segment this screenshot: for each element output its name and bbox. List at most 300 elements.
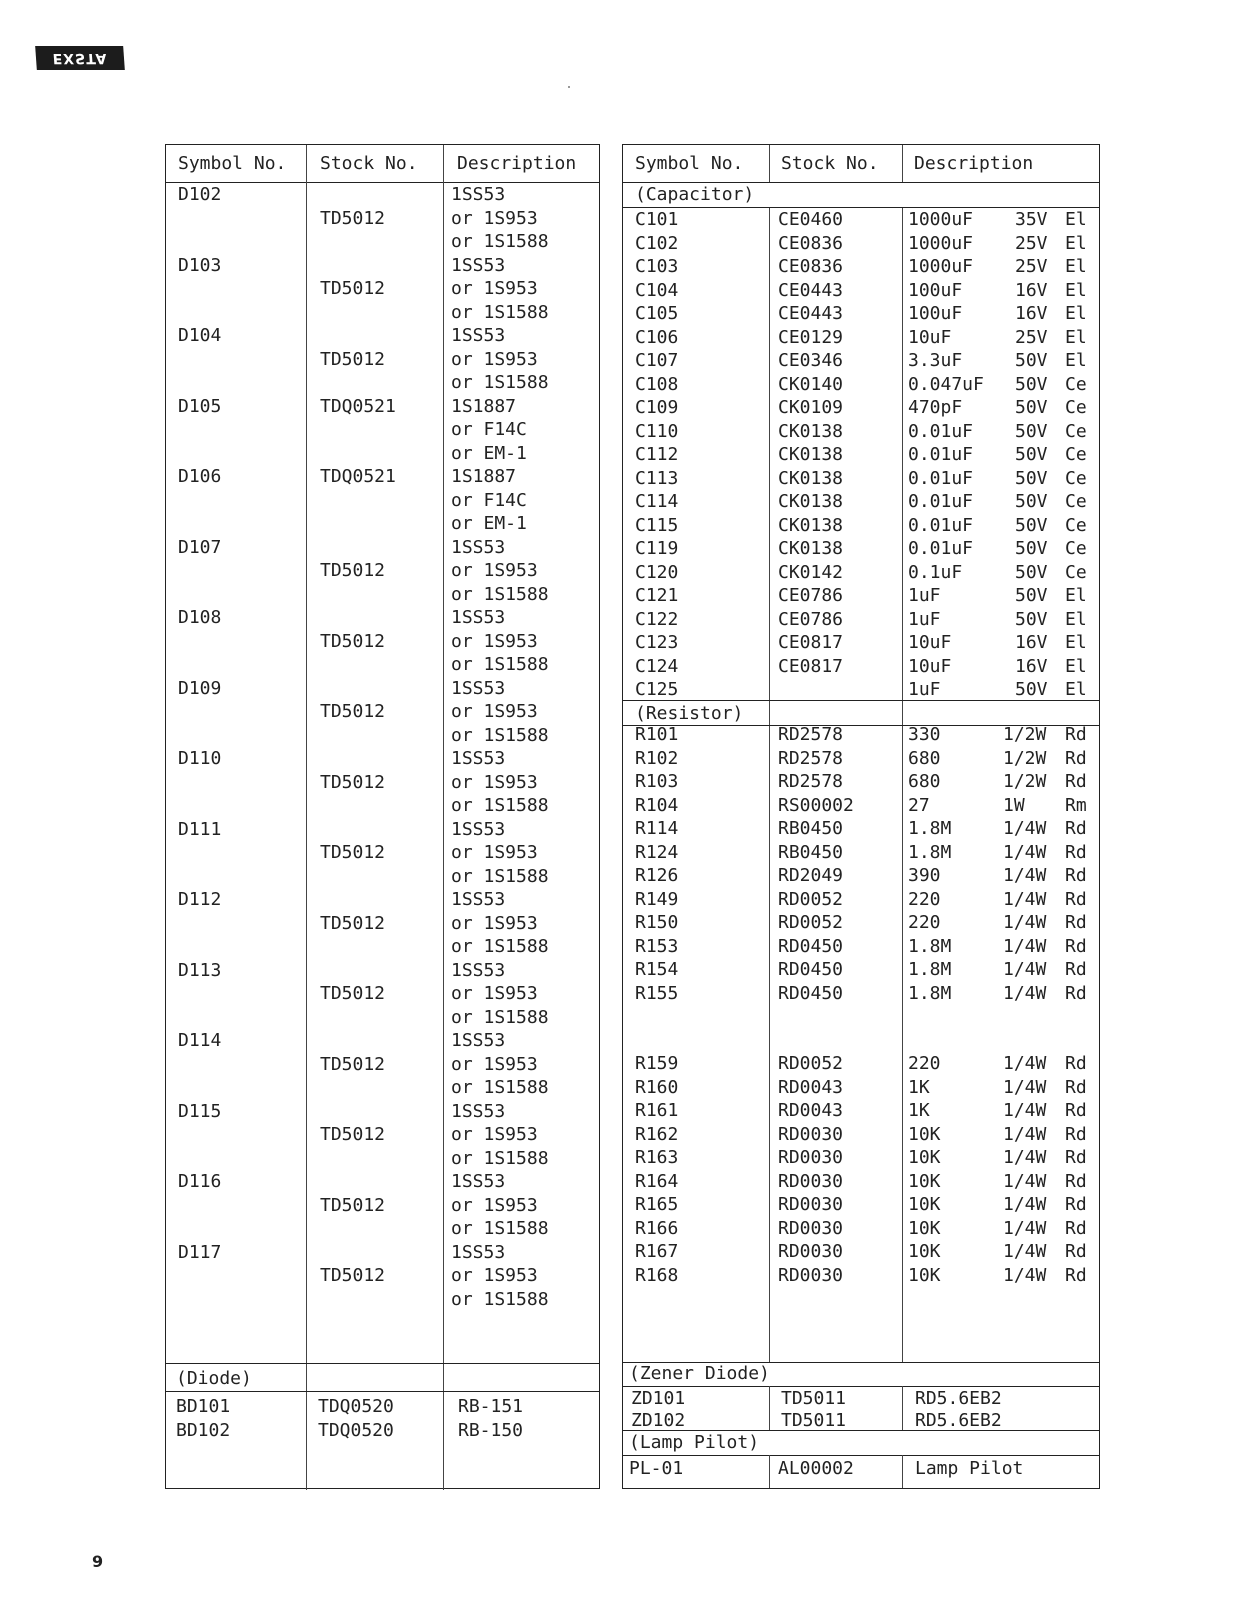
table-row bbox=[623, 1387, 1099, 1411]
table-row bbox=[623, 537, 1099, 561]
cell: Rd bbox=[1065, 1194, 1087, 1215]
table-row bbox=[166, 1419, 599, 1443]
cell: or 1S1588 bbox=[451, 301, 549, 323]
table-row bbox=[623, 420, 1099, 444]
cell: R114 bbox=[635, 818, 679, 839]
cell: 1/4W bbox=[1003, 935, 1047, 957]
cell: RD0030 bbox=[778, 1147, 844, 1168]
table-row bbox=[166, 865, 599, 889]
cell: or 1S953 bbox=[451, 1194, 538, 1216]
cell: D115 bbox=[178, 1100, 222, 1122]
cell: D104 bbox=[178, 325, 222, 346]
cell: D116 bbox=[178, 1171, 222, 1192]
cell: C115 bbox=[635, 514, 679, 536]
cell: R104 bbox=[635, 794, 679, 816]
cell: RD0030 bbox=[778, 1241, 844, 1262]
cell: Ce bbox=[1065, 514, 1087, 536]
cell: Rd bbox=[1065, 1147, 1087, 1168]
cell: 100uF bbox=[908, 303, 963, 324]
cell: RD2578 bbox=[778, 724, 844, 745]
table-row bbox=[166, 207, 599, 231]
cell: 1SS53 bbox=[451, 254, 506, 276]
cell: CK0142 bbox=[778, 561, 844, 583]
table-row bbox=[166, 982, 599, 1006]
cell: Rm bbox=[1065, 794, 1087, 816]
cell: 1uF bbox=[908, 608, 941, 630]
cell: 1SS53 bbox=[451, 748, 506, 769]
table-row bbox=[623, 1170, 1099, 1194]
cell: or 1S1588 bbox=[451, 936, 549, 957]
cell: 220 bbox=[908, 912, 941, 933]
cell: Rd bbox=[1065, 935, 1087, 957]
cell: CK0138 bbox=[778, 444, 844, 465]
table-row bbox=[623, 1076, 1099, 1100]
cell: 1/4W bbox=[1003, 1241, 1047, 1262]
cell: 1/4W bbox=[1003, 1076, 1047, 1098]
cell: BD102 bbox=[176, 1419, 231, 1441]
table-row bbox=[166, 771, 599, 795]
cell: or F14C bbox=[451, 489, 527, 511]
table-row bbox=[166, 841, 599, 865]
cell: Rd bbox=[1065, 1076, 1087, 1098]
cell: 220 bbox=[908, 888, 941, 910]
cell: or 1S1588 bbox=[451, 724, 549, 746]
cell: RD0030 bbox=[778, 1194, 844, 1215]
table-row bbox=[166, 1053, 599, 1077]
cell: Rd bbox=[1065, 982, 1087, 1004]
table-row bbox=[623, 1123, 1099, 1147]
cell: RD2578 bbox=[778, 771, 844, 792]
table-row bbox=[623, 864, 1099, 888]
section-divider bbox=[166, 1391, 599, 1392]
cell: C121 bbox=[635, 585, 679, 606]
cell: 0.01uF bbox=[908, 491, 974, 512]
cell: TD5012 bbox=[320, 1053, 386, 1075]
table-row bbox=[166, 606, 599, 630]
cell: 10uF bbox=[908, 632, 952, 653]
cell: 10uF bbox=[908, 655, 952, 677]
section-divider bbox=[623, 1455, 1099, 1456]
cell: 1/4W bbox=[1003, 1194, 1047, 1215]
cell: or 1S1588 bbox=[451, 1288, 549, 1310]
table-row bbox=[623, 232, 1099, 256]
cell: 1SS53 bbox=[451, 1171, 506, 1192]
table-row bbox=[623, 396, 1099, 420]
cell: RD0052 bbox=[778, 912, 844, 933]
cell: 1SS53 bbox=[451, 184, 506, 205]
cell: R164 bbox=[635, 1170, 679, 1192]
cell: 10K bbox=[908, 1147, 941, 1168]
cell: Rd bbox=[1065, 1170, 1087, 1192]
cell: RD0043 bbox=[778, 1100, 844, 1121]
table-row bbox=[623, 443, 1099, 467]
cell: 1/4W bbox=[1003, 841, 1047, 863]
table-row bbox=[166, 747, 599, 771]
cell: or 1S1588 bbox=[451, 795, 549, 816]
cell: 10uF bbox=[908, 326, 952, 348]
table-row bbox=[623, 747, 1099, 771]
table-row bbox=[623, 349, 1099, 373]
cell: 10K bbox=[908, 1264, 941, 1286]
cell: Rd bbox=[1065, 865, 1087, 886]
table-row bbox=[166, 442, 599, 466]
table-row bbox=[623, 1240, 1099, 1264]
cell: RS00002 bbox=[778, 794, 854, 816]
cell: or 1S1588 bbox=[451, 865, 549, 887]
cell: RB-150 bbox=[458, 1419, 524, 1441]
cell: Lamp Pilot bbox=[915, 1458, 1024, 1479]
cell: TD5012 bbox=[320, 560, 386, 581]
cell: 1/4W bbox=[1003, 1170, 1047, 1192]
cell: 1/4W bbox=[1003, 982, 1047, 1004]
cell: 25V bbox=[1015, 326, 1048, 348]
table-row bbox=[166, 418, 599, 442]
table-row bbox=[166, 1217, 599, 1241]
header-stock-no: Stock No. bbox=[320, 153, 418, 174]
cell: or 1S953 bbox=[451, 771, 538, 793]
cell: 16V bbox=[1015, 279, 1048, 301]
cell: 1.8M bbox=[908, 982, 952, 1004]
cell: Rd bbox=[1065, 959, 1087, 980]
cell: 10K bbox=[908, 1241, 941, 1262]
cell: 1uF bbox=[908, 679, 941, 700]
cell: 1/4W bbox=[1003, 1147, 1047, 1168]
cell: 470pF bbox=[908, 397, 963, 418]
cell: El bbox=[1065, 209, 1087, 230]
cell: 1S1887 bbox=[451, 395, 517, 417]
cell: 1/4W bbox=[1003, 959, 1047, 980]
cell: C125 bbox=[635, 679, 679, 700]
cell: CE0346 bbox=[778, 350, 844, 371]
cell: or 1S953 bbox=[451, 983, 538, 1004]
cell: CE0817 bbox=[778, 655, 844, 677]
cell: R102 bbox=[635, 747, 679, 769]
cell: Rd bbox=[1065, 1217, 1087, 1239]
cell: 1SS53 bbox=[451, 959, 506, 981]
cell: 50V bbox=[1015, 350, 1048, 371]
cell: or 1S1588 bbox=[451, 1147, 549, 1169]
cell: 1/4W bbox=[1003, 912, 1047, 933]
table-row bbox=[623, 561, 1099, 585]
cell: 50V bbox=[1015, 444, 1048, 465]
diode-section-label: (Diode) bbox=[176, 1367, 258, 1390]
table-row bbox=[623, 911, 1099, 935]
table-row bbox=[166, 935, 599, 959]
cell: R103 bbox=[635, 771, 679, 792]
cell: TD5011 bbox=[781, 1410, 847, 1431]
left-table-header bbox=[166, 145, 599, 183]
cell: or 1S953 bbox=[451, 348, 538, 370]
cell: 50V bbox=[1015, 514, 1048, 536]
resistor-section-label: (Resistor) bbox=[635, 702, 749, 725]
table-row bbox=[166, 395, 599, 419]
cell: or F14C bbox=[451, 419, 527, 440]
cell: 10K bbox=[908, 1170, 941, 1192]
cell: D108 bbox=[178, 607, 222, 628]
cell: 35V bbox=[1015, 209, 1048, 230]
cell: El bbox=[1065, 256, 1087, 277]
cell: R160 bbox=[635, 1076, 679, 1098]
cell: 16V bbox=[1015, 655, 1048, 677]
cell: D114 bbox=[178, 1030, 222, 1051]
cell: CK0138 bbox=[778, 420, 844, 442]
cell: Ce bbox=[1065, 491, 1087, 512]
cell: 1/4W bbox=[1003, 1123, 1047, 1145]
capacitor-section-label: (Capacitor) bbox=[635, 184, 755, 205]
cell: 1/4W bbox=[1003, 1264, 1047, 1286]
cell: RD0052 bbox=[778, 888, 844, 910]
cell: C113 bbox=[635, 467, 679, 489]
cell: 1S1887 bbox=[451, 466, 517, 487]
table-row bbox=[166, 630, 599, 654]
cell: 1SS53 bbox=[451, 1241, 506, 1263]
cell: ZD101 bbox=[631, 1388, 686, 1409]
cell: TD5012 bbox=[320, 983, 386, 1004]
cell: or 1S1588 bbox=[451, 231, 549, 252]
cell: 680 bbox=[908, 747, 941, 769]
cell: RB-151 bbox=[458, 1396, 524, 1417]
cell: RD2578 bbox=[778, 747, 844, 769]
cell: 1000uF bbox=[908, 232, 974, 254]
table-row bbox=[623, 678, 1099, 702]
cell: or EM-1 bbox=[451, 442, 527, 464]
table-row bbox=[166, 1395, 599, 1419]
table-row bbox=[623, 514, 1099, 538]
table-row bbox=[623, 723, 1099, 747]
table-row bbox=[623, 1457, 1099, 1481]
cell: El bbox=[1065, 303, 1087, 324]
cell: TD5012 bbox=[320, 278, 386, 299]
cell: C109 bbox=[635, 397, 679, 418]
table-row bbox=[623, 1264, 1099, 1288]
cell: 0.01uF bbox=[908, 538, 974, 559]
cell: 10K bbox=[908, 1194, 941, 1215]
table-row bbox=[166, 1076, 599, 1100]
cell: TD5012 bbox=[320, 1265, 386, 1286]
cell: Rd bbox=[1065, 841, 1087, 863]
cell: 50V bbox=[1015, 561, 1048, 583]
cell: Ce bbox=[1065, 467, 1087, 489]
cell: TD5012 bbox=[320, 912, 386, 934]
cell: C106 bbox=[635, 326, 679, 348]
cell: 0.01uF bbox=[908, 467, 974, 489]
table-row bbox=[166, 888, 599, 912]
table-row bbox=[623, 1409, 1099, 1433]
cell: 1SS53 bbox=[451, 677, 506, 699]
table-row bbox=[623, 1099, 1099, 1123]
cell: TD5011 bbox=[781, 1388, 847, 1409]
table-row bbox=[166, 489, 599, 513]
cell: 1/4W bbox=[1003, 1217, 1047, 1239]
cell: 1SS53 bbox=[451, 1100, 506, 1122]
table-row bbox=[623, 655, 1099, 679]
table-row bbox=[166, 1029, 599, 1053]
cell: R126 bbox=[635, 865, 679, 886]
cell: CE0786 bbox=[778, 585, 844, 606]
cell: Rd bbox=[1065, 1053, 1087, 1074]
cell: TDQ0521 bbox=[320, 395, 396, 417]
cell: D111 bbox=[178, 818, 222, 840]
table-row bbox=[166, 1241, 599, 1265]
cell: 50V bbox=[1015, 397, 1048, 418]
table-row bbox=[166, 559, 599, 583]
cell: 3.3uF bbox=[908, 350, 963, 371]
cell: Rd bbox=[1065, 818, 1087, 839]
table-row bbox=[166, 465, 599, 489]
cell: D109 bbox=[178, 677, 222, 699]
cell: D117 bbox=[178, 1241, 222, 1263]
cell: TD5012 bbox=[320, 771, 386, 793]
cell: CE0443 bbox=[778, 279, 844, 301]
table-row bbox=[623, 631, 1099, 655]
cell: R101 bbox=[635, 724, 679, 745]
cell: El bbox=[1065, 679, 1087, 700]
table-row bbox=[166, 700, 599, 724]
cell: Rd bbox=[1065, 747, 1087, 769]
header-symbol-no: Symbol No. bbox=[178, 153, 287, 174]
cell: 1/4W bbox=[1003, 1100, 1047, 1121]
cell: RD5.6EB2 bbox=[915, 1410, 1002, 1431]
cell: 10K bbox=[908, 1217, 941, 1239]
table-row bbox=[623, 1217, 1099, 1241]
cell: 1W bbox=[1003, 794, 1025, 816]
cell: CK0138 bbox=[778, 538, 844, 559]
cell: R154 bbox=[635, 959, 679, 980]
table-row bbox=[166, 371, 599, 395]
cell: 1.8M bbox=[908, 841, 952, 863]
scan-speck bbox=[568, 86, 570, 88]
cell: CE0786 bbox=[778, 608, 844, 630]
table-row bbox=[623, 584, 1099, 608]
cell: El bbox=[1065, 608, 1087, 630]
table-row bbox=[623, 490, 1099, 514]
cell: or 1S1588 bbox=[451, 654, 549, 675]
header-stock-no: Stock No. bbox=[781, 153, 879, 174]
cell: RD0450 bbox=[778, 935, 844, 957]
cell: 1.8M bbox=[908, 959, 952, 980]
cell: Ce bbox=[1065, 444, 1087, 465]
cell: 1/4W bbox=[1003, 888, 1047, 910]
cell: D102 bbox=[178, 184, 222, 205]
cell: R124 bbox=[635, 841, 679, 863]
cell: or EM-1 bbox=[451, 513, 527, 534]
cell: CE0443 bbox=[778, 303, 844, 324]
cell: Rd bbox=[1065, 771, 1087, 792]
cell: D113 bbox=[178, 959, 222, 981]
cell: 1/4W bbox=[1003, 865, 1047, 886]
cell: R153 bbox=[635, 935, 679, 957]
table-row bbox=[166, 794, 599, 818]
cell: D112 bbox=[178, 889, 222, 910]
header-description: Description bbox=[457, 153, 577, 174]
cell: 1/4W bbox=[1003, 1053, 1047, 1074]
cell: C103 bbox=[635, 256, 679, 277]
cell: CK0138 bbox=[778, 467, 844, 489]
cell: R155 bbox=[635, 982, 679, 1004]
cell: or 1S1588 bbox=[451, 1077, 549, 1098]
header-description: Description bbox=[914, 153, 1034, 174]
table-row bbox=[623, 770, 1099, 794]
cell: RB0450 bbox=[778, 841, 844, 863]
cell: CK0140 bbox=[778, 373, 844, 395]
cell: C110 bbox=[635, 420, 679, 442]
cell: 50V bbox=[1015, 491, 1048, 512]
cell: 1SS53 bbox=[451, 607, 506, 628]
cell: CE0460 bbox=[778, 209, 844, 230]
cell: El bbox=[1065, 279, 1087, 301]
cell: Ce bbox=[1065, 373, 1087, 395]
cell: RD0450 bbox=[778, 982, 844, 1004]
cell: C104 bbox=[635, 279, 679, 301]
cell: R149 bbox=[635, 888, 679, 910]
cell: 16V bbox=[1015, 632, 1048, 653]
table-row bbox=[623, 794, 1099, 818]
cell: C114 bbox=[635, 491, 679, 512]
brand-logo: EXSTA bbox=[35, 46, 125, 70]
cell: C119 bbox=[635, 538, 679, 559]
table-row bbox=[166, 724, 599, 748]
cell: El bbox=[1065, 350, 1087, 371]
table-row bbox=[166, 277, 599, 301]
cell: Rd bbox=[1065, 724, 1087, 745]
table-row bbox=[623, 255, 1099, 279]
cell: C120 bbox=[635, 561, 679, 583]
cell: CE0129 bbox=[778, 326, 844, 348]
cell: El bbox=[1065, 655, 1087, 677]
cell: RD0450 bbox=[778, 959, 844, 980]
cell: RD5.6EB2 bbox=[915, 1388, 1002, 1409]
cell: or 1S953 bbox=[451, 278, 538, 299]
cell: R163 bbox=[635, 1147, 679, 1168]
cell: C105 bbox=[635, 303, 679, 324]
cell: 1.8M bbox=[908, 935, 952, 957]
table-row bbox=[623, 935, 1099, 959]
cell: CE0817 bbox=[778, 632, 844, 653]
table-row bbox=[166, 536, 599, 560]
cell: 25V bbox=[1015, 232, 1048, 254]
cell: or 1S953 bbox=[451, 701, 538, 722]
zener-section-label: (Zener Diode) bbox=[629, 1363, 770, 1384]
cell: D103 bbox=[178, 254, 222, 276]
cell: or 1S953 bbox=[451, 1124, 538, 1145]
cell: RB0450 bbox=[778, 818, 844, 839]
cell: C112 bbox=[635, 444, 679, 465]
cell: 1/2W bbox=[1003, 771, 1047, 792]
cell: CK0138 bbox=[778, 514, 844, 536]
table-row bbox=[166, 818, 599, 842]
cell: Ce bbox=[1065, 420, 1087, 442]
cell: 25V bbox=[1015, 256, 1048, 277]
cell: D106 bbox=[178, 466, 222, 487]
cell: PL-01 bbox=[629, 1458, 684, 1479]
cell: Rd bbox=[1065, 1264, 1087, 1286]
cell: 50V bbox=[1015, 585, 1048, 606]
table-row bbox=[623, 888, 1099, 912]
cell: RD2049 bbox=[778, 865, 844, 886]
cell: Ce bbox=[1065, 538, 1087, 559]
table-row bbox=[623, 817, 1099, 841]
cell: 1000uF bbox=[908, 209, 974, 230]
table-row bbox=[623, 1005, 1099, 1029]
cell: 1SS53 bbox=[451, 325, 506, 346]
cell: C102 bbox=[635, 232, 679, 254]
cell: 50V bbox=[1015, 467, 1048, 489]
cell: R162 bbox=[635, 1123, 679, 1145]
cell: RD0030 bbox=[778, 1123, 844, 1145]
cell: TD5012 bbox=[320, 207, 386, 229]
cell: RD0030 bbox=[778, 1170, 844, 1192]
table-row bbox=[623, 1146, 1099, 1170]
